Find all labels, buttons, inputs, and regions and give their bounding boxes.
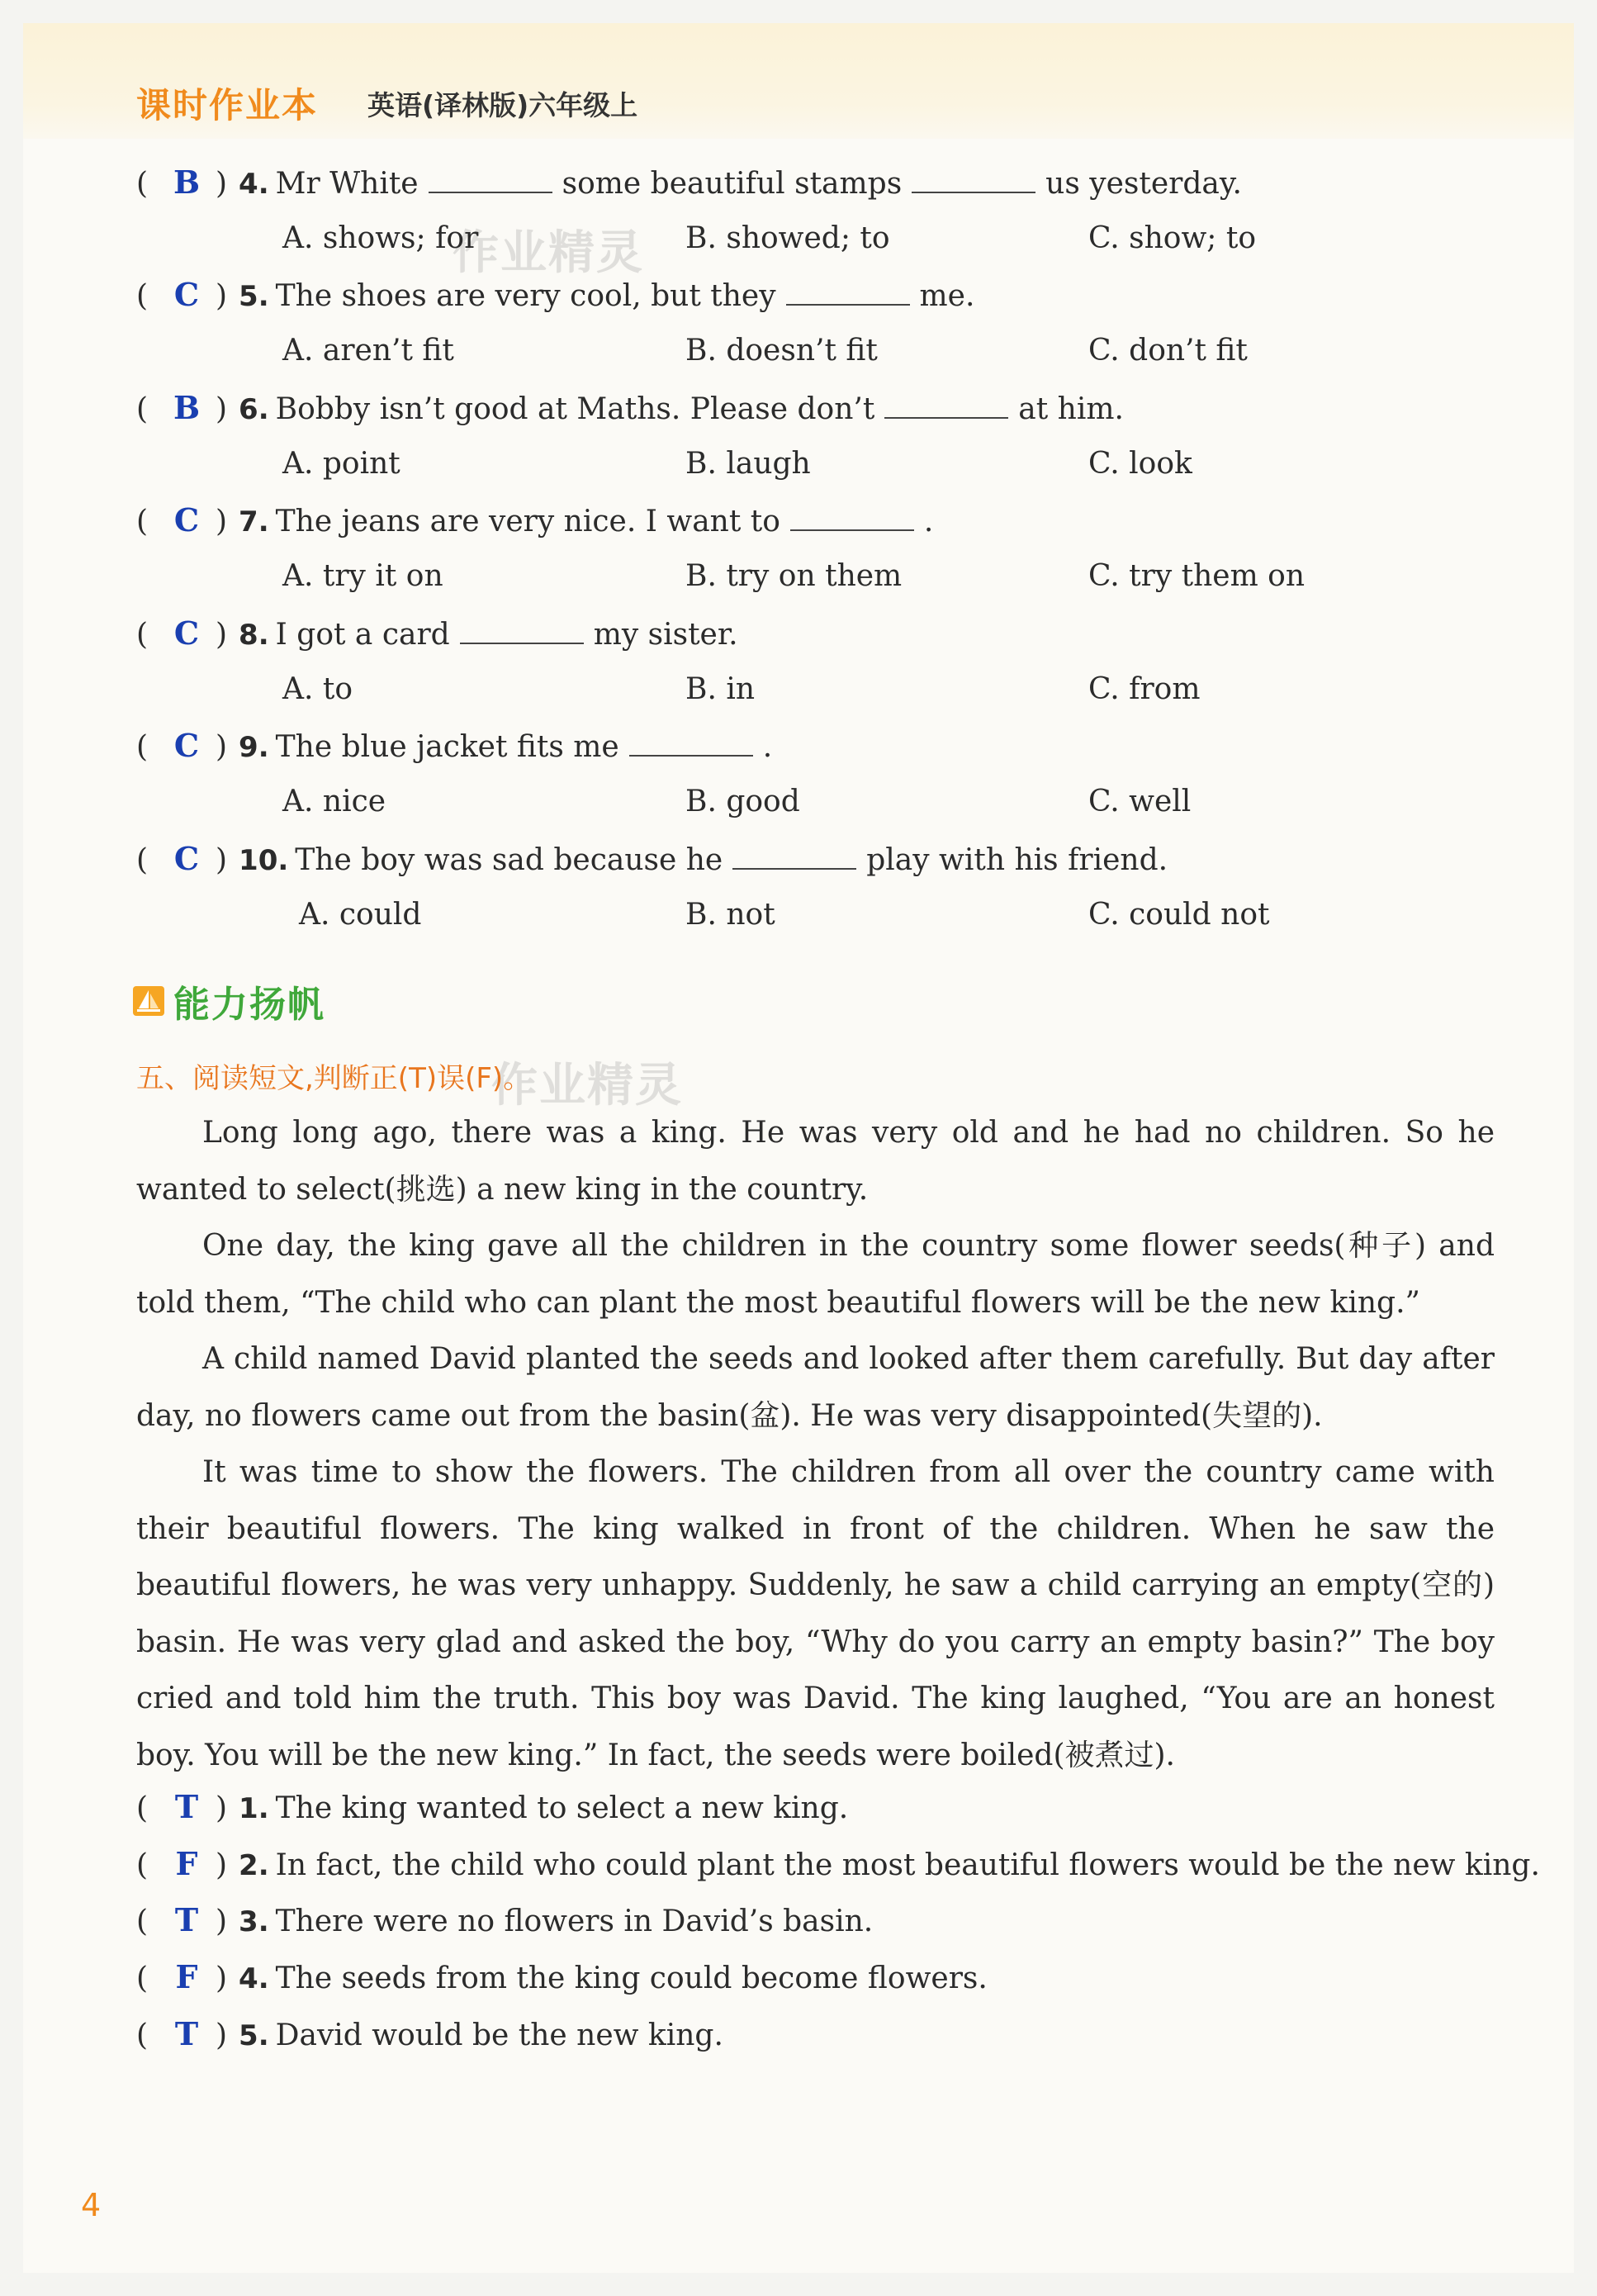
open-paren: ( xyxy=(136,1848,149,1882)
answer-option: C. don’t fit xyxy=(1088,334,1248,368)
question-number: 1. xyxy=(239,1792,269,1825)
answer-option: B. doesn’t fit xyxy=(685,334,878,368)
page-number: 4 xyxy=(81,2187,102,2223)
answer-option: B. good xyxy=(685,785,800,818)
watermark: 作业精灵 xyxy=(491,1059,683,1112)
answer-option: B. try on them xyxy=(685,559,903,593)
question-row xyxy=(136,840,1168,877)
question-text: me. xyxy=(919,279,975,313)
answer-blank xyxy=(790,505,914,531)
answer-mark: T xyxy=(174,1788,199,1825)
passage-paragraph: Long long ago, there was a king. He was very old and he had no children. So he wanted to select(挑选) a new king in the country. xyxy=(136,1116,1495,1207)
question-row xyxy=(136,164,1242,201)
open-paren: ( xyxy=(136,1905,149,1938)
answer-blank xyxy=(786,279,910,306)
open-paren: ( xyxy=(136,392,149,426)
answer-mark: C xyxy=(173,840,200,877)
question-number: 3. xyxy=(239,1905,269,1938)
question-text: . xyxy=(762,730,773,764)
question-text: The jeans are very nice. I want to xyxy=(275,505,780,538)
answer-option: A. could xyxy=(299,898,422,932)
section-title: 能力扬帆 xyxy=(173,984,325,1026)
answer-mark: C xyxy=(173,501,200,538)
close-paren: ) xyxy=(216,618,228,652)
question-row xyxy=(136,614,738,652)
question-text: us yesterday. xyxy=(1045,167,1242,201)
question-number: 5. xyxy=(239,280,269,313)
task-instruction: 五、阅读短文,判断正(T)误(F)。 xyxy=(136,1062,532,1095)
question-number: 10. xyxy=(239,844,289,877)
question-text: some beautiful stamps xyxy=(562,167,903,201)
tf-question-row xyxy=(136,1958,988,1995)
question-row xyxy=(136,389,1124,426)
answer-option: B. showed; to xyxy=(685,221,890,255)
answer-blank xyxy=(912,167,1035,193)
answer-blank xyxy=(732,843,856,870)
close-paren: ) xyxy=(216,1791,228,1825)
question-text: Mr White xyxy=(275,167,419,201)
answer-mark: T xyxy=(174,1901,199,1938)
answer-option: C. show; to xyxy=(1088,221,1257,255)
answer-option: C. could not xyxy=(1088,898,1270,932)
question-text: my sister. xyxy=(593,618,738,652)
tf-question-row xyxy=(136,1901,873,1938)
open-paren: ( xyxy=(136,505,149,538)
question-row xyxy=(136,501,933,538)
section-heading xyxy=(132,975,325,1027)
passage-paragraph: A child named David planted the seeds and looked after them carefully. But day after day, no flowers came out from the basin(盆). He was very disappointed(失望的). xyxy=(136,1342,1495,1433)
open-paren: ( xyxy=(136,1962,149,1995)
question-number: 7. xyxy=(239,505,269,538)
close-paren: ) xyxy=(216,1905,228,1938)
answer-option: A. to xyxy=(282,672,353,706)
answer-option: A. aren’t fit xyxy=(282,334,454,368)
answer-mark: C xyxy=(173,276,200,313)
question-text: The boy was sad because he xyxy=(295,843,723,877)
answer-blank xyxy=(429,167,552,193)
question-row xyxy=(136,727,772,764)
question-number: 5. xyxy=(239,2019,269,2052)
question-text: The seeds from the king could become flowers. xyxy=(275,1962,988,1995)
question-text: The king wanted to select a new king. xyxy=(275,1791,849,1825)
question-text: I got a card xyxy=(275,618,450,652)
answer-option: B. in xyxy=(685,672,756,706)
question-text: The shoes are very cool, but they xyxy=(275,279,776,313)
answer-option: B. not xyxy=(685,898,775,932)
answer-mark: B xyxy=(173,164,201,201)
close-paren: ) xyxy=(216,1848,228,1882)
tf-question-row xyxy=(136,1845,1540,1882)
passage-paragraph: It was time to show the flowers. The children from all over the country came with their beautiful flowers. The king walked in front of the children. When he saw the beautiful flowers, he was very unhappy. Suddenly, he saw a child carrying an empty(空的) basin. He was very glad and asked the boy, “Why do you carry an empty basin?” The boy cried and told him the truth. This boy was David. The king laughed, “You are an honest boy. You will be the new king.” In fact, the seeds were boiled(被煮过). xyxy=(136,1455,1495,1772)
answer-mark: B xyxy=(173,389,201,426)
book-subtitle: 英语(译林版)六年级上 xyxy=(367,89,638,121)
answer-option: C. try them on xyxy=(1088,559,1306,593)
answer-blank xyxy=(629,730,753,757)
close-paren: ) xyxy=(216,392,228,426)
watermark: 作业精灵 xyxy=(453,226,644,280)
answer-option: A. shows; for xyxy=(282,221,479,255)
answer-mark: C xyxy=(173,727,200,764)
tf-question-row xyxy=(136,2015,723,2052)
answer-blank xyxy=(460,618,584,644)
close-paren: ) xyxy=(216,730,228,764)
question-text: play with his friend. xyxy=(866,843,1168,877)
question-number: 4. xyxy=(239,168,269,201)
open-paren: ( xyxy=(136,1791,149,1825)
close-paren: ) xyxy=(216,279,228,313)
answer-blank xyxy=(884,392,1008,419)
close-paren: ) xyxy=(216,2018,228,2052)
close-paren: ) xyxy=(216,167,228,201)
question-number: 2. xyxy=(239,1849,269,1882)
answer-option: A. try it on xyxy=(282,559,443,593)
question-number: 8. xyxy=(239,619,269,652)
question-text: . xyxy=(923,505,934,538)
question-number: 4. xyxy=(239,1962,269,1995)
close-paren: ) xyxy=(216,505,228,538)
open-paren: ( xyxy=(136,843,149,877)
question-number: 9. xyxy=(239,731,269,764)
answer-mark: F xyxy=(175,1845,198,1882)
open-paren: ( xyxy=(136,618,149,652)
answer-option: A. nice xyxy=(282,785,386,818)
open-paren: ( xyxy=(136,730,149,764)
passage-paragraph: One day, the king gave all the children in the country some flower seeds(种子) and told them, “The child who can plant the most beautiful flowers will be the new king.” xyxy=(136,1229,1495,1320)
answer-option: C. from xyxy=(1088,672,1201,706)
open-paren: ( xyxy=(136,167,149,201)
answer-option: B. laugh xyxy=(685,447,811,481)
sailboat-icon xyxy=(132,985,165,1017)
answer-option: C. well xyxy=(1088,785,1192,818)
answer-mark: T xyxy=(174,2015,199,2052)
question-text: at him. xyxy=(1018,392,1124,426)
answer-option: C. look xyxy=(1088,447,1192,481)
question-row xyxy=(136,276,974,313)
close-paren: ) xyxy=(216,1962,228,1995)
question-text: David would be the new king. xyxy=(275,2018,723,2052)
book-title: 课时作业本 xyxy=(136,85,319,126)
close-paren: ) xyxy=(216,843,228,877)
answer-mark: C xyxy=(173,614,200,652)
tf-question-row xyxy=(136,1788,848,1825)
answer-mark: F xyxy=(175,1958,198,1995)
question-text: Bobby isn’t good at Maths. Please don’t xyxy=(275,392,875,426)
question-number: 6. xyxy=(239,393,269,426)
question-text: There were no flowers in David’s basin. xyxy=(275,1905,874,1938)
answer-option: A. point xyxy=(282,447,400,481)
open-paren: ( xyxy=(136,279,149,313)
question-text: The blue jacket fits me xyxy=(275,730,619,764)
open-paren: ( xyxy=(136,2018,149,2052)
question-text: In fact, the child who could plant the most beautiful flowers would be the new king. xyxy=(275,1848,1540,1882)
